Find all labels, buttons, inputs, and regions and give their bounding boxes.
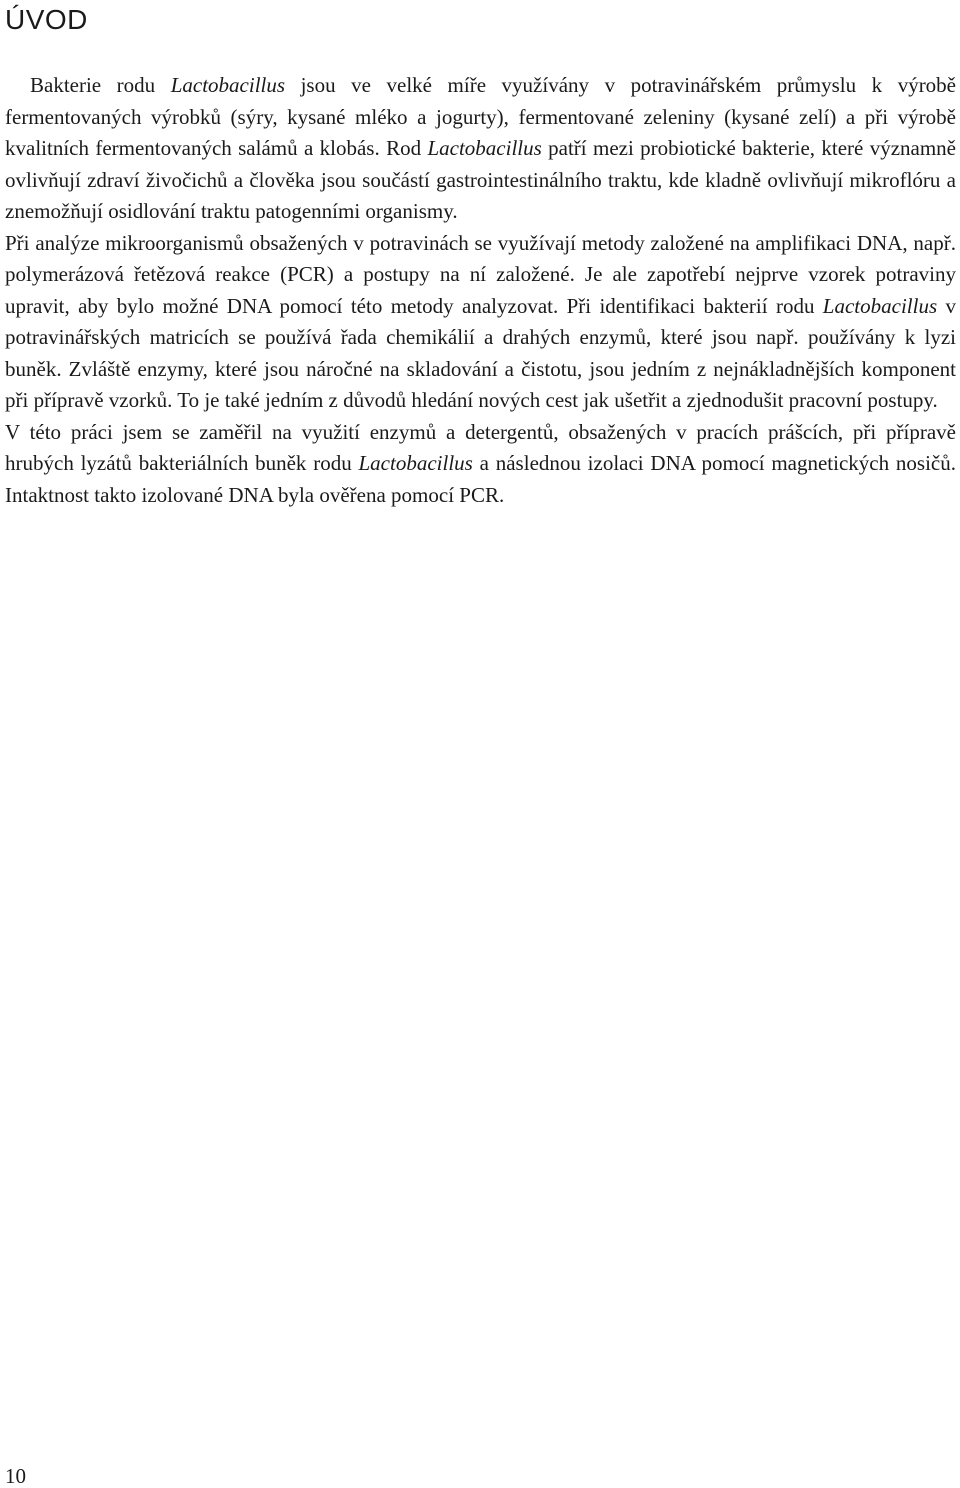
genus-name: Lactobacillus — [170, 73, 286, 97]
paragraph-text: v potravinářských matricích se používá řada chemikálií a drahých enzymů, které jsou např. používány k lyzi buněk. Zvláště enzymy, které jsou náročné na skladování a čistotu, jsou jedním z nejnákladnějších komponent při přípravě vzorků. To je také jedním z důvodů hledání nových cest jak ušetřit a zjednodušit pracovní postupy. — [5, 293, 956, 412]
paragraph-2 — [5, 228, 956, 417]
genus-name: Lactobacillus — [427, 136, 542, 160]
paragraph-3 — [5, 417, 956, 512]
body-text — [5, 70, 956, 511]
paragraph-text: Při analýze mikroorganismů obsažených v potravinách se využívají metody založené na amplifikaci DNA, např. polymerázová řetězová reakce (PCR) a postupy na ní založené. Je ale zapotřebí nejprve vzorek potraviny upravit, aby bylo možné DNA pomocí této metody analyzovat. Při identifikaci bakterií rodu — [5, 230, 956, 318]
paragraph-text: patří mezi probiotické bakterie, které významně ovlivňují zdraví živočichů a člověka jsou součástí gastrointestinálního traktu, kde kladně ovlivňují mikroflóru a znemožňují osidlování traktu patogenními organismy. — [5, 136, 957, 223]
genus-name: Lactobacillus — [358, 451, 473, 475]
page-title: ÚVOD — [5, 4, 88, 35]
page-number: 10 — [5, 1464, 26, 1488]
genus-name: Lactobacillus — [822, 293, 938, 318]
paragraph-1 — [5, 70, 956, 228]
paragraph-text: V této práci jsem se zaměřil na využití enzymů a detergentů, obsažených v pracích prášcích, při přípravě hrubých lyzátů bakteriálních buněk rodu — [5, 419, 956, 475]
paragraph-text: jsou ve velké míře využívány v potravinářském průmyslu k výrobě fermentovaných výrobků (sýry, kysané mléko a jogurty), fermentované zeleniny (kysané zelí) a při výrobě kvalitních fermentovaných salámů a klobás. Rod — [5, 73, 957, 160]
paragraph-text: a následnou izolaci DNA pomocí magnetických nosičů. Intaktnost takto izolované DNA byla ověřena pomocí PCR. — [5, 451, 956, 507]
paragraph-text: Bakterie rodu — [30, 73, 171, 97]
